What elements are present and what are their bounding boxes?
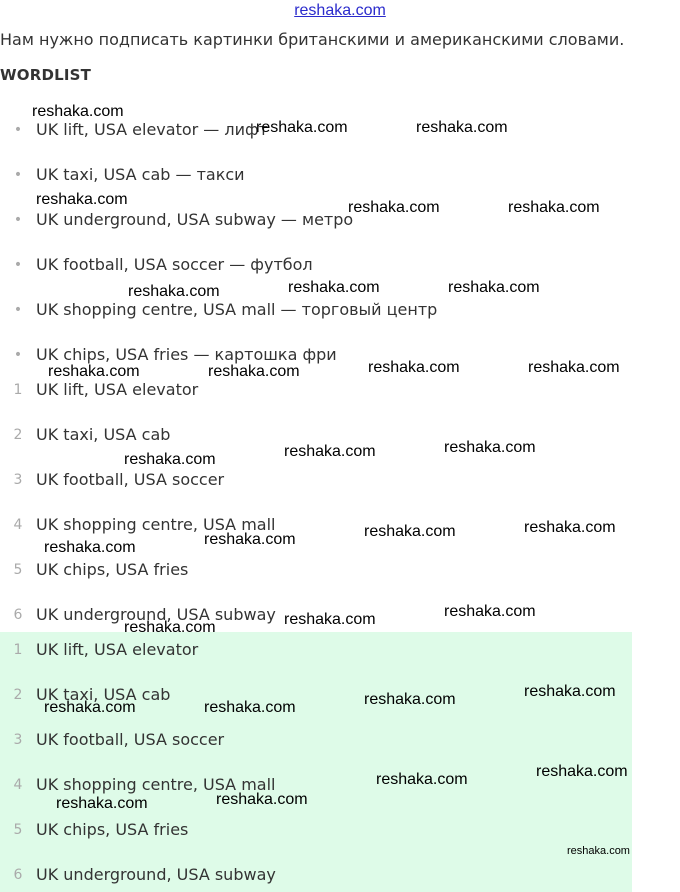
item-text: UK chips, USA fries	[36, 820, 189, 839]
item-text: UK shopping centre, USA mall	[36, 515, 276, 534]
watermark: reshaka.com	[44, 699, 136, 716]
list-item-text: UK football, USA soccer — футбол	[36, 255, 313, 274]
list-item-text: UK underground, USA subway — метро	[36, 210, 354, 229]
watermark: reshaka.com	[204, 531, 296, 548]
item-number: 2	[13, 687, 23, 703]
watermark: reshaka.com	[124, 619, 216, 636]
watermark: reshaka.com	[348, 199, 440, 216]
list-item-text: UK chips, USA fries — картошка фри	[36, 345, 337, 364]
item-number: 3	[13, 472, 23, 488]
watermark: reshaka.com	[32, 103, 124, 120]
watermark: reshaka.com	[444, 603, 536, 620]
watermark: reshaka.com	[128, 283, 220, 300]
item-text: UK football, USA soccer	[36, 470, 225, 489]
item-number: 2	[13, 427, 23, 443]
site-link[interactable]: reshaka.com	[294, 2, 386, 19]
watermark: reshaka.com	[536, 763, 628, 780]
item-number: 1	[13, 382, 23, 398]
watermark: reshaka.com	[528, 359, 620, 376]
watermark: reshaka.com	[216, 791, 308, 808]
watermark: reshaka.com	[567, 845, 630, 857]
watermark: reshaka.com	[524, 683, 616, 700]
item-number: 6	[13, 607, 23, 623]
bullet-marker: •	[13, 167, 23, 183]
item-text: UK taxi, USA cab	[36, 685, 171, 704]
item-number: 5	[13, 562, 23, 578]
item-number: 5	[13, 822, 23, 838]
item-text: UK taxi, USA cab	[36, 425, 171, 444]
list-item-text: UK lift, USA elevator — лифт	[36, 120, 269, 139]
watermark: reshaka.com	[284, 611, 376, 628]
bullet-marker: •	[13, 212, 23, 228]
watermark: reshaka.com	[448, 279, 540, 296]
bullet-marker: •	[13, 122, 23, 138]
item-text: UK football, USA soccer	[36, 730, 225, 749]
wordlist-heading: WORDLIST	[0, 66, 92, 84]
answer-box	[0, 632, 632, 892]
list-item-text: UK taxi, USA cab — такси	[36, 165, 245, 184]
bullet-marker: •	[13, 347, 23, 363]
watermark: reshaka.com	[444, 439, 536, 456]
watermark: reshaka.com	[48, 363, 140, 380]
watermark: reshaka.com	[56, 795, 148, 812]
item-number: 4	[13, 777, 23, 793]
item-text: UK lift, USA elevator	[36, 640, 199, 659]
watermark: reshaka.com	[364, 691, 456, 708]
watermark: reshaka.com	[364, 523, 456, 540]
intro-text: Нам нужно подписать картинки британскими и американскими словами.	[0, 30, 625, 49]
bullet-marker: •	[13, 302, 23, 318]
watermark: reshaka.com	[124, 451, 216, 468]
watermark: reshaka.com	[208, 363, 300, 380]
watermark: reshaka.com	[284, 443, 376, 460]
watermark: reshaka.com	[36, 191, 128, 208]
item-text: UK shopping centre, USA mall	[36, 775, 276, 794]
item-text: UK chips, USA fries	[36, 560, 189, 579]
watermark: reshaka.com	[368, 359, 460, 376]
watermark: reshaka.com	[256, 119, 348, 136]
item-number: 1	[13, 642, 23, 658]
watermark: reshaka.com	[204, 699, 296, 716]
item-text: UK lift, USA elevator	[36, 380, 199, 399]
item-text: UK underground, USA subway	[36, 605, 276, 624]
watermark: reshaka.com	[524, 519, 616, 536]
item-number: 6	[13, 867, 23, 883]
item-number: 3	[13, 732, 23, 748]
watermark: reshaka.com	[416, 119, 508, 136]
item-text: UK underground, USA subway	[36, 865, 276, 884]
watermark: reshaka.com	[44, 539, 136, 556]
watermark: reshaka.com	[508, 199, 600, 216]
list-item-text: UK shopping centre, USA mall — торговый центр	[36, 300, 438, 319]
item-number: 4	[13, 517, 23, 533]
watermark: reshaka.com	[376, 771, 468, 788]
bullet-marker: •	[13, 257, 23, 273]
watermark: reshaka.com	[288, 279, 380, 296]
